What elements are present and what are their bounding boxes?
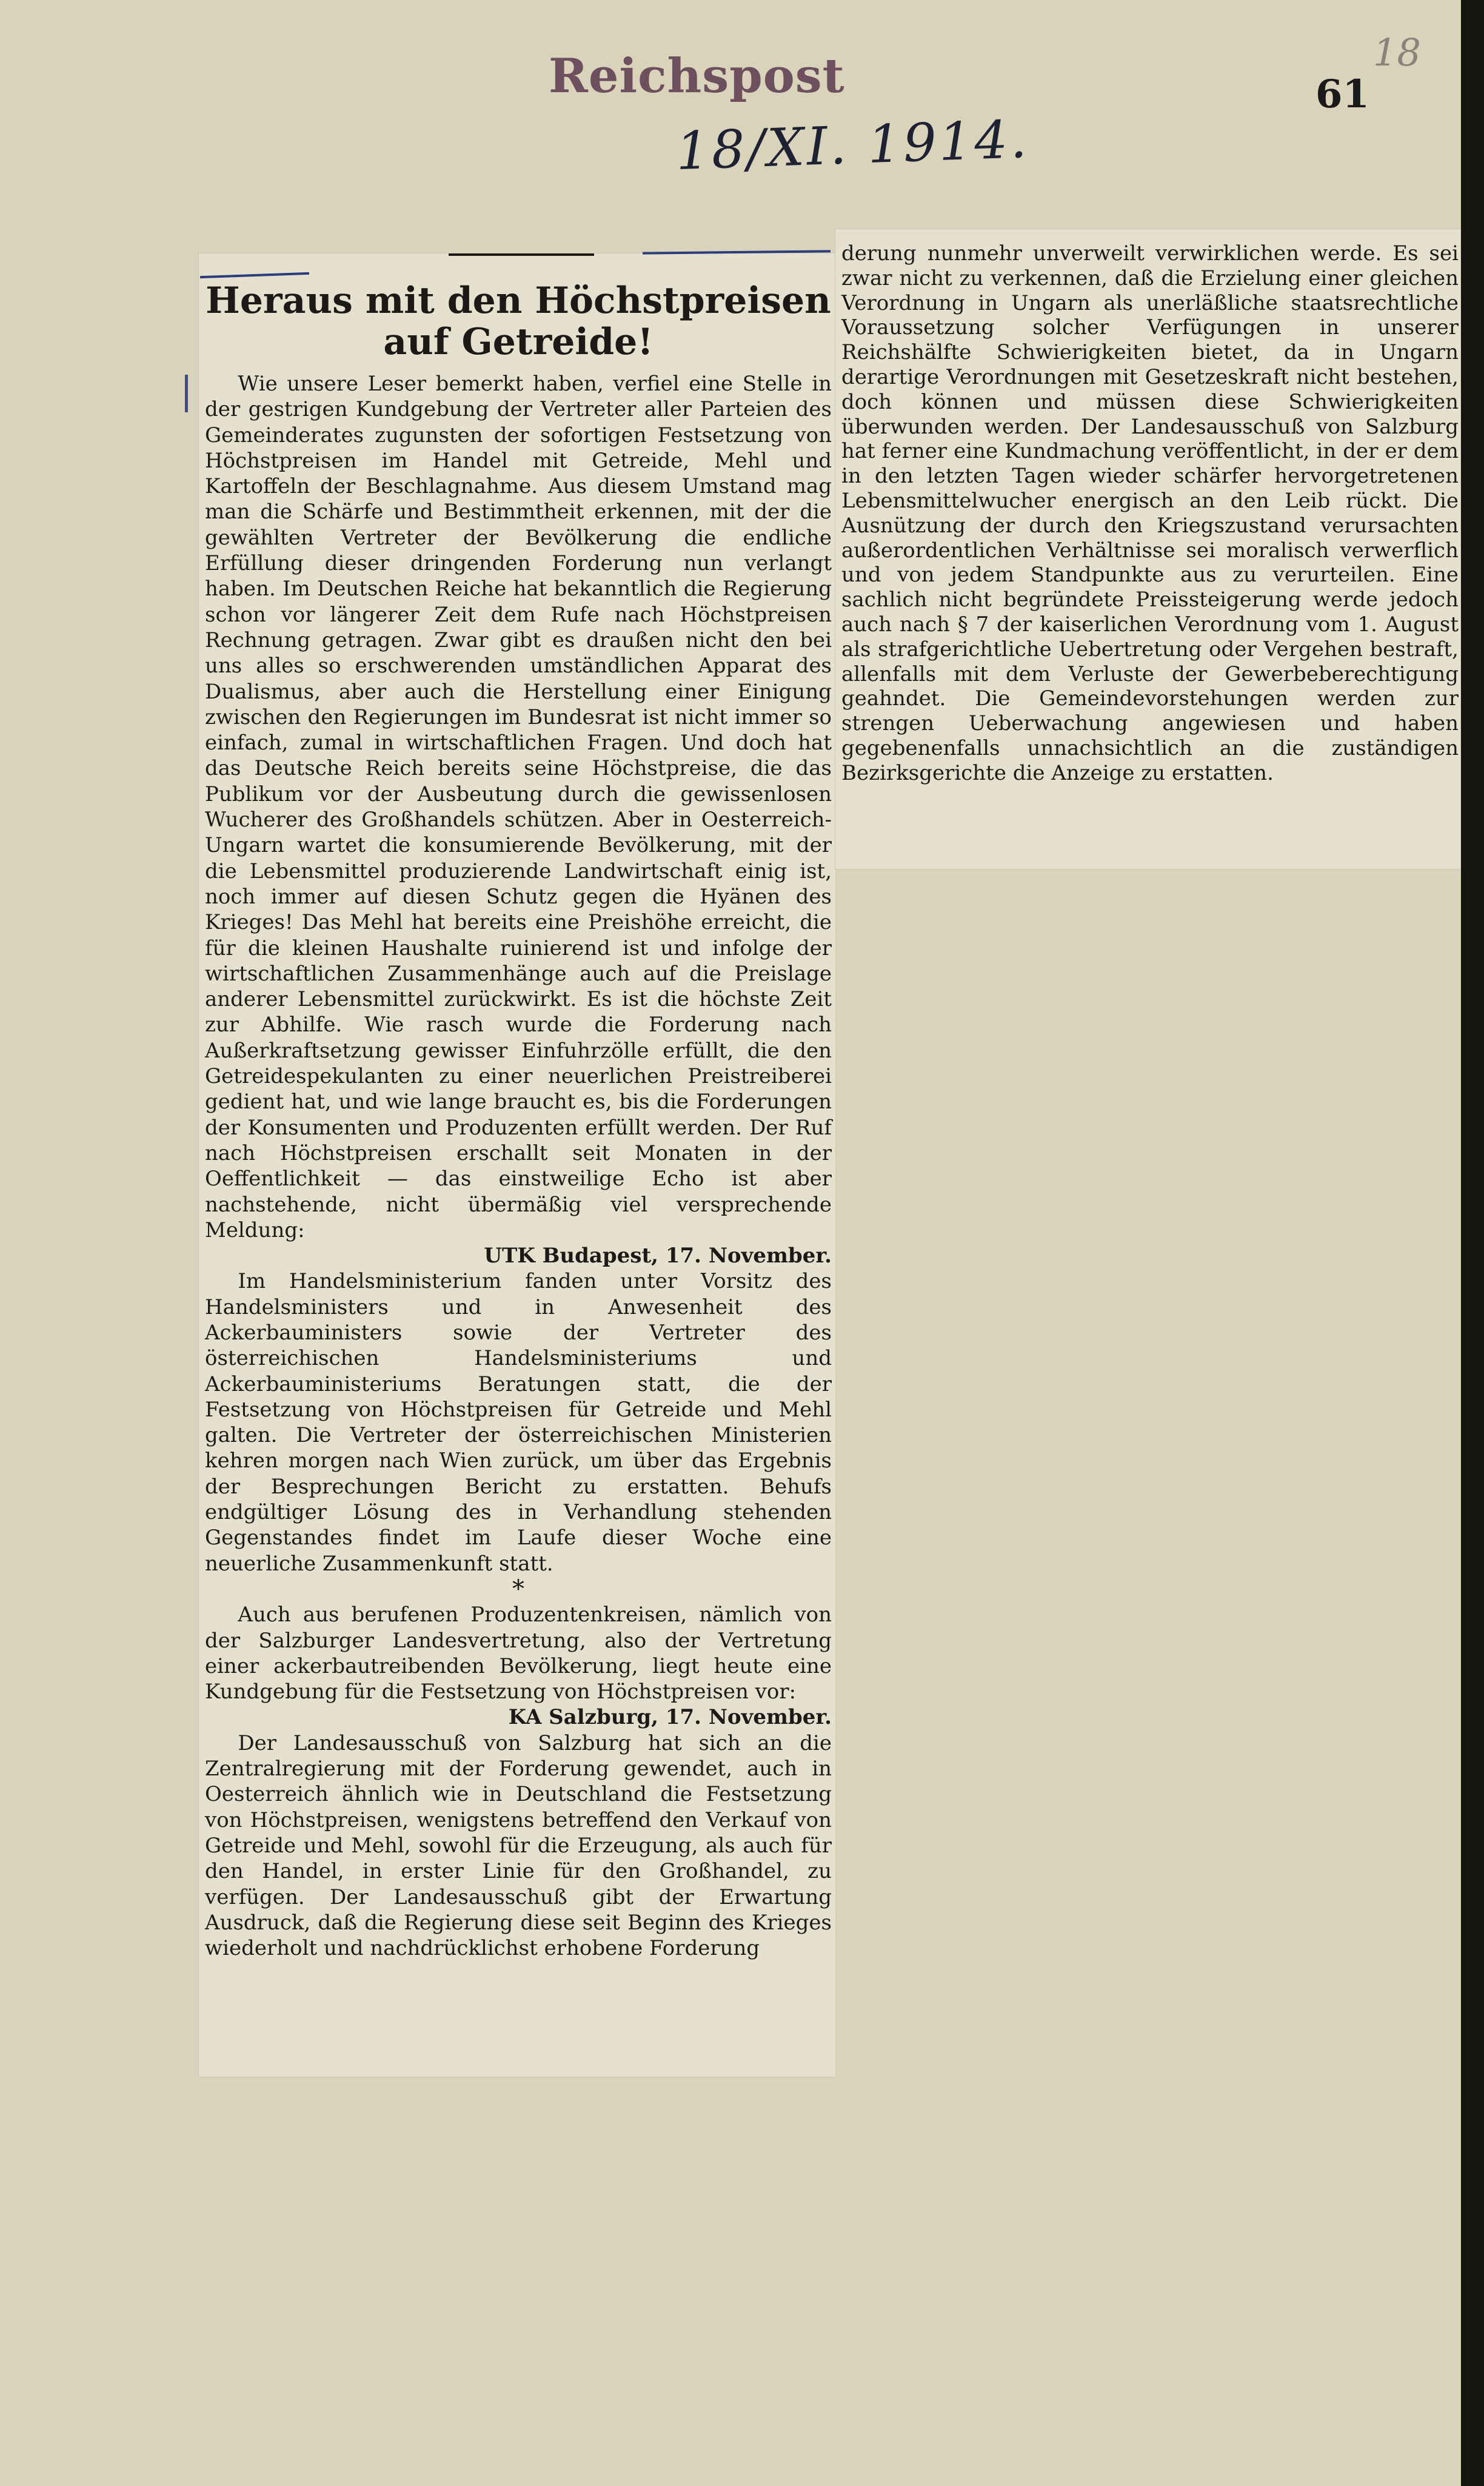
margin-mark	[185, 375, 188, 412]
newspaper-stamp: Reichspost	[549, 49, 845, 104]
dateline-salzburg: KA Salzburg, 17. November.	[508, 1705, 832, 1730]
scan-edge	[1461, 0, 1484, 2486]
paragraph-2: Im Handelsministerium fanden unter Vorsitz des Handelsministers und in Anwesenheit des Ackerbauministers sowie der Vertreter des österreichischen Handelsministeriums und Ackerbauministeriums Beratungen statt, die der Festsetzung von Höchstpreisen für Getreide und Mehl galten. Die Vertreter der österreichischen Ministerien kehren morgen nach Wien zurück, um über das Ergebnis der Besprechungen Bericht zu erstatten. Behufs endgültiger Lösung des in Verhandlung stehenden Gegenstandes findet im Laufe dieser Woche eine neuerliche Zusammenkunft statt.	[205, 1269, 832, 1576]
page-number: 61	[1315, 72, 1370, 117]
article-column-right	[841, 241, 1459, 786]
handwritten-date: 18/XI. 1914.	[675, 109, 1031, 183]
paragraph-4: Der Landesausschuß von Salzburg hat sich an die Zentralregierung mit der Forderung gewendet, auch in Oesterreich ähnlich wie in Deutschland die Festsetzung von Höchstpreisen, wenigstens betreffend den Verkauf von Getreide und Mehl, sowohl für die Erzeugung, als auch für den Handel, in erster Linie für den Großhandel, zu verfügen. Der Landesausschuß gibt der Erwartung Ausdruck, daß die Regierung diese seit Beginn des Krieges wiederholt und nachdrücklichst erhobene Forderung	[205, 1730, 832, 1961]
article-column-left	[205, 262, 832, 1961]
top-rule	[449, 253, 594, 256]
paragraph-5: derung nunmehr unverweilt verwirklichen werde. Es sei zwar nicht zu verkennen, daß die Erzielung einer gleichen Verordnung in Ungarn als unerläßliche staatsrechtliche Voraussetzung solcher Verfügungen in unserer Reichshälfte Schwierigkeiten bietet, da in Ungarn derartige Verordnungen mit Gesetzeskraft nicht bestehen, doch können und müssen diese Schwierigkeiten überwunden werden. Der Landesausschuß von Salzburg hat ferner eine Kundmachung veröffentlicht, in der er dem in den letzten Tagen wieder schärfer hervorgetretenen Lebensmittelwucher energisch an den Leib rückt. Die Ausnützung der durch den Kriegszustand verursachten außerordentlichen Verhältnisse sei moralisch verwerflich und von jedem Standpunkte aus zu verurteilen. Eine sachlich nicht begründete Preissteigerung werde jedoch auch nach § 7 der kaiserlichen Verordnung vom 1. August als strafgerichtliche Uebertretung oder Vergehen bestraft, allenfalls mit dem Verluste der Gewerbeberechtigung geahndet. Die Gemeindevorstehungen werden zur strengen Ueberwachung angewiesen und haben gegebenenfalls unnachsichtlich an die zuständigen Bezirksgerichte die Anzeige zu erstatten.	[841, 241, 1459, 785]
paragraph-1: Wie unsere Leser bemerkt haben, verfiel eine Stelle in der gestrigen Kundgebung der Vertreter aller Parteien des Gemeinderates zugunsten der sofortigen Festsetzung von Höchstpreisen im Handel mit Getreide, Mehl und Kartoffeln der Beschlagnahme. Aus diesem Umstand mag man die Schärfe und Bestimmtheit erkennen, mit der die gewählten Vertreter der Bevölkerung die endliche Erfüllung dieser dringenden Forderung nun verlangt haben. Im Deutschen Reiche hat bekanntlich die Regierung schon vor längerer Zeit dem Rufe nach Höchstpreisen Rechnung getragen. Zwar gibt es draußen nicht den bei uns alles so erschwerenden umständlichen Apparat des Dualismus, aber auch die Herstellung einer Einigung zwischen den Regierungen im Bundesrat ist nicht immer so einfach, zumal in wirtschaftlichen Fragen. Und doch hat das Deutsche Reich bereits seine Höchstpreise, die das Publikum vor der Ausbeutung durch die gewissenlosen Wucherer des Großhandels schützen. Aber in Oesterreich-Ungarn wartet die konsumierende Bevölkerung, mit der die Lebensmittel produzierende Landwirtschaft einig ist, noch immer auf diesen Schutz gegen die Hyänen des Krieges! Das Mehl hat bereits eine Preishöhe erreicht, die für die kleinen Haushalte ruinierend ist und infolge der wirtschaftlichen Zusammenhänge auch auf die Preislage anderer Lebensmittel zurückwirkt. Es ist die höchste Zeit zur Abhilfe. Wie rasch wurde die Forderung nach Außerkraftsetzung gewisser Einfuhrzölle erfüllt, die den Getreidespekulanten zu einer neuerlichen Preistreiberei gedient hat, und wie lange braucht es, bis die Forderungen der Konsumenten und Produzenten erfüllt werden. Der Ruf nach Höchstpreisen erschallt seit Monaten in der Oeffentlichkeit — das einstweilige Echo ist aber nachstehende, nicht übermäßig viel versprechende Meldung:	[205, 372, 832, 1242]
article-title: Heraus mit den Höchstpreisen auf Getreide!	[206, 280, 831, 363]
dateline-budapest: UTK Budapest, 17. November.	[484, 1244, 832, 1268]
paragraph-3: Auch aus berufenen Produzentenkreisen, nämlich von der Salzburger Landesvertretung, also der Vertretung einer ackerbautreibenden Bevölkerung, liegt heute eine Kundgebung für die Festsetzung von Höchstpreisen vor:	[205, 1603, 832, 1704]
section-separator: *	[512, 1575, 524, 1603]
pencil-annotation: 18	[1373, 30, 1421, 75]
